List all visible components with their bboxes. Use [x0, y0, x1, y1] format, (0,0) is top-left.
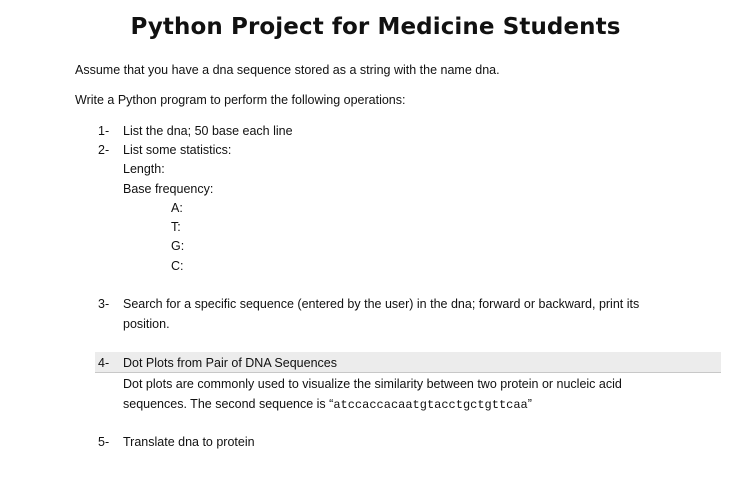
item-heading-4: Dot Plots from Pair of DNA Sequences: [123, 356, 337, 370]
document-title: Python Project for Medicine Students: [130, 14, 621, 40]
item-text-4-line2: [123, 396, 532, 413]
item-text-1: List the dna; 50 base each line: [123, 124, 293, 138]
item-text-5: Translate dna to protein: [123, 435, 255, 449]
base-c-label: C:: [171, 259, 184, 273]
stat-base-frequency-label: Base frequency:: [123, 182, 214, 196]
base-g-label: G:: [171, 239, 185, 253]
stat-length-label: Length:: [123, 162, 165, 176]
item-number-3: 3-: [98, 297, 110, 311]
item-number-4: 4-: [98, 356, 110, 370]
item-text-2: List some statistics:: [123, 143, 232, 157]
second-dna-sequence: atccaccacaatgtacctgctgttcaa: [333, 398, 528, 412]
item-text-4-line1: Dot plots are commonly used to visualize the similarity between two protein or nucleic acid: [123, 377, 622, 391]
item-text-3-line2: position.: [123, 317, 170, 331]
sequence-close-quote: ”: [527, 397, 532, 411]
item-text-3-line1: Search for a specific sequence (entered by the user) in the dna; forward or backward, print its: [123, 297, 640, 311]
item-number-2: 2-: [98, 143, 110, 157]
instruction-paragraph: Write a Python program to perform the following operations:: [75, 93, 406, 107]
item-number-1: 1-: [98, 124, 110, 138]
item-number-5: 5-: [98, 435, 110, 449]
intro-paragraph: Assume that you have a dna sequence stored as a string with the name dna.: [75, 63, 500, 77]
base-a-label: A:: [171, 201, 183, 215]
sequence-intro-text: sequences. The second sequence is “: [123, 397, 334, 411]
base-t-label: T:: [171, 220, 181, 234]
